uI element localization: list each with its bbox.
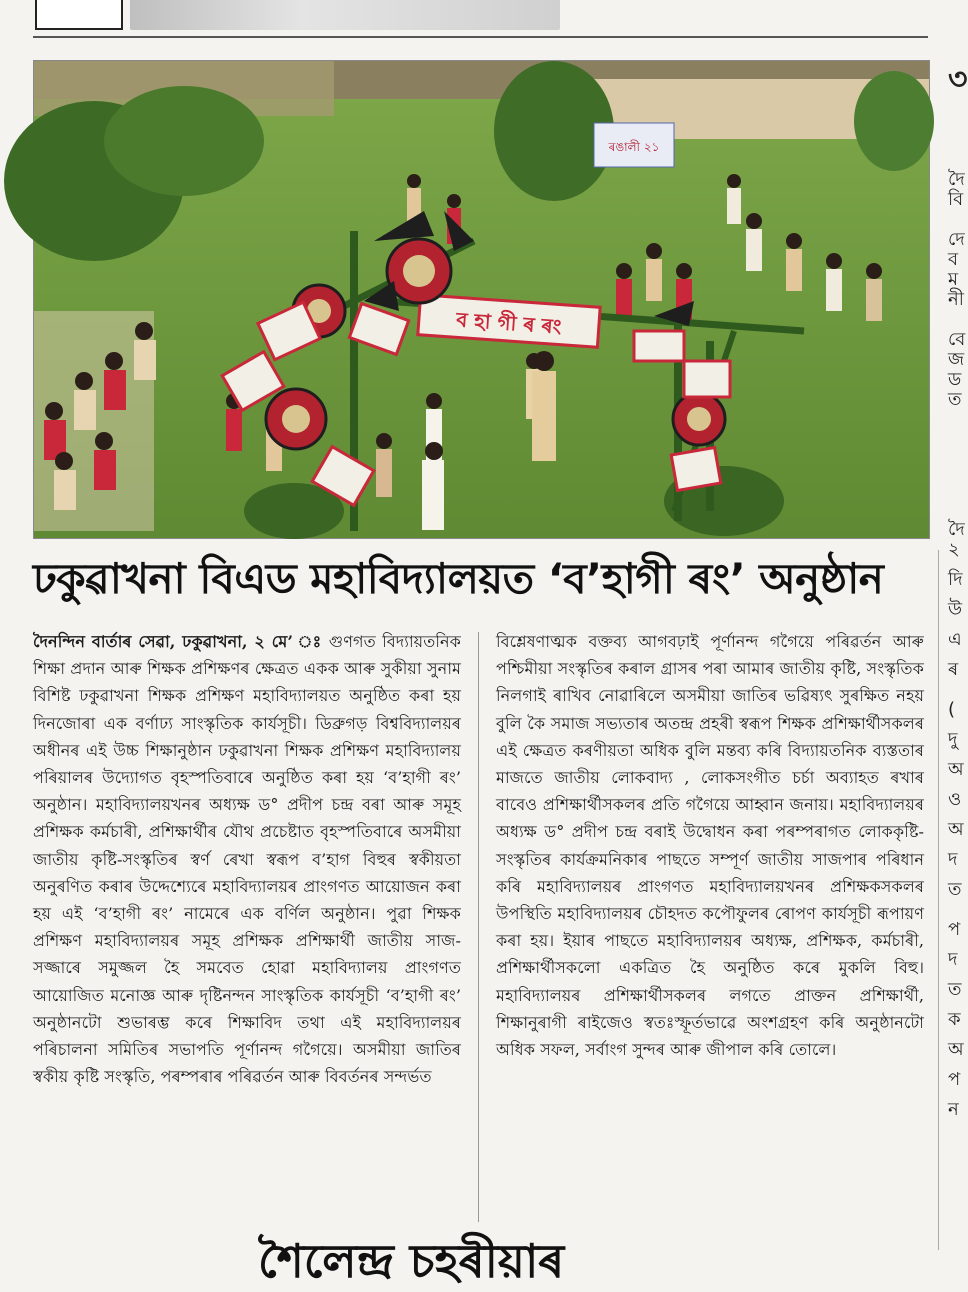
side-glyph: ৰ — [948, 659, 959, 680]
article-body-right: বিশ্লেষণাত্মক বক্তব্য আগবঢ়াই পূৰ্ণানন্দ গগৈয়ে পৰিৱৰ্তন আৰু পশ্চিমীয়া সংস্কৃতিৰ কৰাল গ্ৰাসৰ পৰা আমাৰ জাতীয় কৃষ্টি, সংস্কৃতিক নিলগাই ৰাখিব নোৱাৰিলে অসমীয়া জাতিৰ ভৱিষ্যৎ সুৰক্ষিত নহয় বুলি কৈ সমাজ সভ্যতাৰ অতন্দ্ৰ প্ৰহৰী স্বৰূপ শিক্ষক প্ৰশিক্ষাৰ্থীসকলৰ এই ক্ষেত্ৰত কৰণীয়তা অধিক বুলি মন্তব্য কৰি বিদ্যায়তনিক ব্যস্ততাৰ মাজতে জাতীয় লোকবাদ্য , লোকসংগীত চৰ্চা অব্যাহত ৰখাৰ বাবেও প্ৰশিক্ষাৰ্থীসকলৰ প্ৰতি গগৈয়ে আহ্বান জনায়। মহাবিদ্যালয়ৰ অধ্যক্ষ ড° প্ৰদীপ চন্দ্ৰ বৰাই উদ্বোধন কৰা পৰম্পৰাগত লোককৃষ্টি-সংস্কৃতিৰ কাৰ্যক্ৰমনিকাৰ পাছতে সম্পূৰ্ণ জাতীয় সাজপাৰ পৰিধান কৰি মহাবিদ্যালয়ৰ প্ৰাংগণত মহাবিদ্যালয়খনৰ প্ৰশিক্ষকসকলৰ উপস্থিতি মহাবিদ্যালয়ৰ চৌহদত কপৌফুলৰ ৰোপণ কাৰ্যসূচী ৰূপায়ণ কৰা হয়। ইয়াৰ পাছতে মহাবিদ্যালয়ৰ অধ্যক্ষ, প্ৰশিক্ষক, কৰ্মচাৰী, প্ৰশিক্ষাৰ্থীসকলো একত্ৰিত হৈ অনুষ্ঠিত কৰে মুকলি বিহু। মহাবিদ্যালয়ৰ প্ৰশিক্ষাৰ্থীসকলৰ লগতে প্ৰাক্তন প্ৰশিক্ষাৰ্থী, শিক্ষানুৰাগী ৰাইজেও স্বতঃস্ফূৰ্তভাৱে অংশগ্ৰহণ কৰি অনুষ্ঠানটো অধিক সফল, সৰ্বাংগ সুন্দৰ আৰু জীপাল কৰি তোলে। — [496, 632, 924, 1060]
masthead — [0, 0, 964, 40]
article-column-left — [33, 628, 461, 1228]
side-glyph: ন — [948, 1099, 959, 1120]
side-glyph: এ — [948, 629, 962, 650]
side-glyph: ক — [948, 1009, 961, 1030]
side-glyph: অ — [948, 819, 964, 840]
side-glyph: জ — [948, 349, 965, 370]
masthead-rule — [33, 36, 928, 38]
side-glyph: নী — [948, 289, 964, 310]
gate-banner-text: ব হা গী ৰ ৰং — [455, 307, 563, 339]
tree-right — [854, 71, 934, 171]
news-photo — [33, 60, 930, 539]
side-glyph: ৩ — [948, 62, 968, 97]
side-glyph: প — [948, 919, 961, 940]
bihu-celebration-photo — [34, 61, 929, 538]
stage-banner-text: ৰঙালী ২১ — [608, 140, 660, 154]
side-glyph: দৈ — [948, 169, 965, 190]
side-glyph: অ — [948, 1039, 964, 1060]
seated-audience — [34, 311, 156, 531]
side-glyph: দ — [948, 849, 958, 870]
side-glyph: দ — [948, 949, 958, 970]
side-glyph: ২ — [948, 539, 960, 560]
side-glyph: ত — [948, 979, 962, 1000]
adjacent-article-strip — [938, 40, 968, 1280]
section-banner — [130, 0, 560, 30]
side-glyph: দু — [948, 729, 958, 750]
side-rule — [938, 550, 939, 1250]
column-divider — [478, 632, 479, 1222]
side-glyph: ত — [948, 879, 962, 900]
side-glyph: দে — [948, 229, 965, 250]
side-glyph: ( — [948, 699, 956, 720]
side-glyph: প — [948, 1069, 961, 1090]
tree-left-back — [104, 86, 264, 196]
side-glyph: ব — [948, 249, 959, 270]
side-glyph: ড — [948, 369, 962, 390]
side-glyph: ম — [948, 269, 958, 290]
side-glyph: দি — [948, 569, 963, 590]
headline: ঢকুৱাখনা বিএড মহাবিদ্যালয়ত ‘ব’হাগী ৰং’ অনুষ্ঠান — [33, 554, 884, 603]
side-glyph: উ — [948, 599, 963, 620]
side-glyph: অ — [948, 759, 964, 780]
side-glyph: ও — [948, 789, 962, 810]
page-number-box — [35, 0, 123, 30]
side-glyph: দৈ — [948, 519, 965, 540]
side-glyph: বে — [948, 329, 966, 350]
next-article-headline: শৈলেন্দ্ৰ চহৰীয়াৰ — [258, 1234, 565, 1288]
article-paragraph-left — [33, 628, 461, 1090]
article-body-left: গুণগত বিদ্যায়তনিক শিক্ষা প্ৰদান আৰু শিক্ষক প্ৰশিক্ষণৰ ক্ষেত্ৰত একক আৰু সুকীয়া সুনাম বিশিষ্ট ঢকুৱাখনা শিক্ষক প্ৰশিক্ষণ মহাবিদ্যালয়ত অনুষ্ঠিত কৰা হয় দিনজোৰা এক বৰ্ণাঢ্য সাংস্কৃতিক কাৰ্যসূচী। ডিব্ৰুগড় বিশ্ববিদ্যালয়ৰ অধীনৰ এই উচ্চ শিক্ষানুষ্ঠান ঢকুৱাখনা শিক্ষক প্ৰশিক্ষণ মহাবিদ্যালয় পৰিয়ালৰ উদ্যোগত বৃহস্পতিবাৰে অনুষ্ঠিত কৰা হয় ‘ব’হাগী ৰং’ অনুষ্ঠান। মহাবিদ্যালয়খনৰ অধ্যক্ষ ড° প্ৰদীপ চন্দ্ৰ বৰা আৰু সমূহ প্ৰশিক্ষক কৰ্মচাৰী, প্ৰশিক্ষাৰ্থীৰ যৌথ প্ৰচেষ্টাত বৃহস্পতিবাৰে অসমীয়া জাতীয় কৃষ্টি-সংস্কৃতিৰ স্বৰ্ণ ৰেখা স্বৰূপ ব’হাগ বিহুৰ স্বকীয়তা অনুৰণিত কৰাৰ উদ্দেশ্যেৰে মহাবিদ্যালয়ৰ প্ৰাংগণত আয়োজন কৰা হয় এই ‘ব’হাগী ৰং’ নামেৰে এক বৰ্ণিল অনুষ্ঠান। পুৱা শিক্ষক প্ৰশিক্ষণ মহাবিদ্যালয়ৰ সমূহ প্ৰশিক্ষক প্ৰশিক্ষাৰ্থী জাতীয় সাজ-সজ্জাৰে সমুজ্জল হৈ সমবেত হোৱা মহাবিদ্যালয় প্ৰাংগণত আয়োজিত মনোজ্ঞ আৰু দৃষ্টিনন্দন সাংস্কৃতিক কাৰ্যসূচী ‘ব’হাগী ৰং’ অনুষ্ঠানটো শুভাৰম্ভ কৰে শিক্ষাবিদ তথা এই মহাবিদ্যালয়ৰ পৰিচালনা সমিতিৰ সভাপতি পূৰ্ণানন্দ গগৈয়ে। অসমীয়া জাতিৰ স্বকীয় কৃষ্টি সংস্কৃতি, পৰম্পৰাৰ পৰিৱৰ্তন আৰু বিবৰ্তনৰ সন্দৰ্ভত — [33, 632, 461, 1087]
side-glyph: ত — [948, 389, 962, 410]
side-glyph: বি — [948, 189, 964, 210]
dateline: দৈনন্দিন বাৰ্তাৰ সেৱা, ঢকুৱাখনা, ২ মে’ ঃ — [33, 632, 323, 651]
article-column-right — [496, 628, 924, 1228]
